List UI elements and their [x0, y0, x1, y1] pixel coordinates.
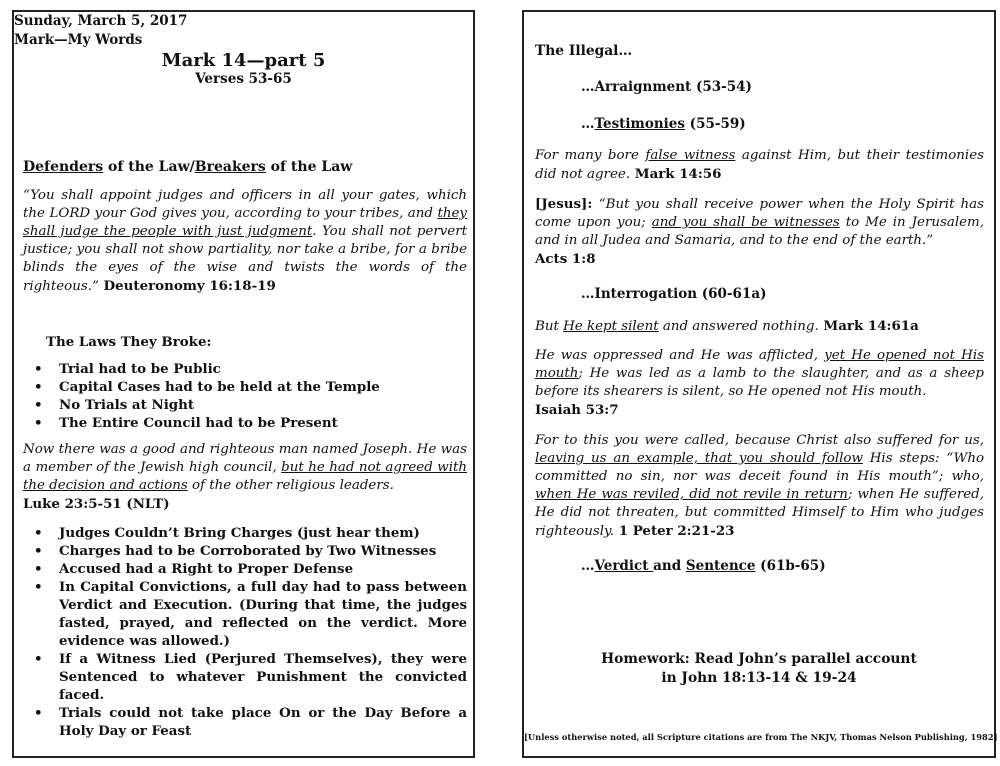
- verdict-heading: …Verdict and Sentence (61b-65): [581, 558, 826, 574]
- list-item: • Trials could not take place On or the Day Before a Holy Day or Feast: [23, 704, 467, 740]
- deuteronomy-quote: “You shall appoint judges and officers in all your gates, which the LORD your God gives you, according to your tribes, and they shall judge the people with just judgment. You shall not pervert justice; you shall not show partiality, nor take a bribe, for a bribe blinds the eyes of the wise and twists the words of the righteous.” Deuteronomy 16:18-19: [23, 188, 467, 294]
- homework-note: Homework: Read John’s parallel account in John 18:13-14 & 19-24: [601, 651, 917, 686]
- page-subtitle: Verses 53-65: [195, 71, 292, 87]
- list-item: • Capital Cases had to be held at the Temple: [23, 378, 467, 396]
- date-line: Sunday, March 5, 2017: [14, 13, 188, 29]
- list-item: • Trial had to be Public: [23, 360, 467, 378]
- series-line: Mark—My Words: [14, 32, 143, 48]
- list-item: • If a Witness Lied (Perjured Themselves), they were Sentenced to whatever Punishment the convicted faced.: [23, 650, 467, 704]
- laws-list-2: [23, 524, 467, 740]
- list-item: • Charges had to be Corroborated by Two Witnesses: [23, 542, 467, 560]
- page-title: Mark 14—part 5: [161, 50, 326, 71]
- list-item: • In Capital Convictions, a full day had to pass between Verdict and Execution. (During that time, the judges fasted, prayed, and reflected on the verdict. More evidence was allowed.): [23, 578, 467, 650]
- mark-14-56-quote: For many bore false witness against Him, but their testimonies did not agree. Mark 14:56: [535, 148, 985, 182]
- luke-quote: Now there was a good and righteous man named Joseph. He was a member of the Jewish high council, but he had not agreed with the decision and actions of the other religious leaders. Luke 23:5-51 (NLT): [23, 442, 467, 512]
- citation-footnote: [Unless otherwise noted, all Scripture citations are from The NKJV, Thomas Nelson Publishing, 1982]: [524, 732, 998, 742]
- list-item: • Accused had a Right to Proper Defense: [23, 560, 467, 578]
- arraignment-heading: …Arraignment (53-54): [581, 79, 752, 95]
- header-block: [14, 12, 473, 50]
- list-item: • Judges Couldn’t Bring Charges (just hear them): [23, 524, 467, 542]
- peter-quote: For to this you were called, because Christ also suffered for us, leaving us an example, that you should follow His steps: “Who committed no sin, nor was deceit found in His mouth”; who, when He was reviled, did not revile in return; when He suffered, He did not threaten, but committed Himself to Him who judges righteously. 1 Peter 2:21-23: [535, 433, 985, 539]
- laws-list: [23, 360, 467, 432]
- isaiah-quote: He was oppressed and He was afflicted, yet He opened not His mouth; He was led as a lamb to the slaughter, and as a sheep before its shearers is silent, so He opened not His mouth. Isaiah 53:7: [535, 348, 985, 418]
- mark-14-61-quote: But He kept silent and answered nothing. Mark 14:61a: [535, 318, 919, 334]
- list-item: • No Trials at Night: [23, 396, 467, 414]
- testimonies-heading: …Testimonies (55-59): [581, 116, 746, 132]
- right-page: [522, 10, 996, 758]
- acts-quote: [Jesus]: “But you shall receive power when the Holy Spirit has come upon you; and you shall be witnesses to Me in Jerusalem, and in all Judea and Samaria, and to the end of the earth.” Acts 1:8: [535, 196, 984, 267]
- laws-heading: The Laws They Broke:: [46, 334, 212, 350]
- interrogation-heading: …Interrogation (60-61a): [581, 286, 767, 302]
- section-heading: Defenders of the Law/Breakers of the Law: [23, 159, 353, 175]
- illegal-heading: The Illegal…: [535, 43, 633, 59]
- list-item: • The Entire Council had to be Present: [23, 414, 467, 432]
- left-page: [12, 10, 475, 758]
